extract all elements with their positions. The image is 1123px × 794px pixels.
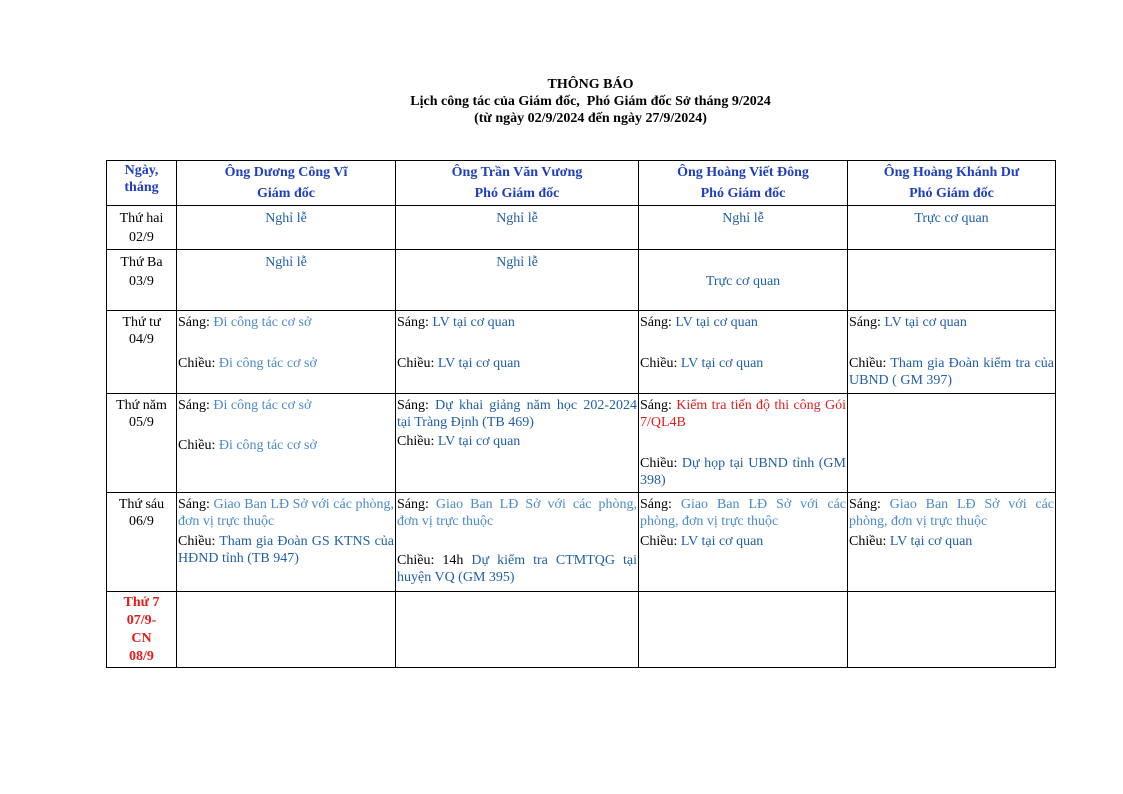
table-row [107, 592, 1056, 668]
afternoon-label: Chiều: [397, 553, 435, 568]
schedule-cell [848, 394, 1056, 493]
afternoon-task: LV tại cơ quan [889, 534, 973, 549]
morning-task: Đi công tác cơ sở [213, 398, 312, 413]
schedule-cell [396, 592, 639, 668]
afternoon-task: Đi công tác cơ sở [218, 356, 317, 371]
day-cell [107, 592, 177, 668]
morning-label: Sáng: [849, 497, 881, 512]
table-row [107, 493, 1056, 592]
schedule-cell [396, 394, 639, 493]
day-name: Thứ năm [116, 398, 167, 413]
afternoon-label: Chiều: [849, 534, 887, 549]
day-name: Thứ Ba [120, 255, 163, 270]
schedule-cell: Trực cơ quan [639, 250, 848, 311]
afternoon-label: Chiều: [178, 438, 216, 453]
day-cell [107, 493, 177, 592]
day-cell [107, 311, 177, 394]
day-cell [107, 394, 177, 493]
person-title: Giám đốc [257, 186, 315, 201]
afternoon-label: Chiều: [640, 456, 678, 471]
document-header [0, 76, 1123, 127]
day-cell [107, 206, 177, 250]
morning-task: Giao Ban LĐ Sở với các phòng, đơn vị trực thuộc [397, 497, 637, 529]
col-header-p2 [396, 161, 639, 206]
schedule-cell [177, 493, 396, 592]
schedule-cell: Nghỉ lễ [639, 206, 848, 250]
schedule-cell: Nghỉ lễ [396, 206, 639, 250]
day-date: 03/9 [129, 274, 154, 289]
schedule-cell [177, 394, 396, 493]
day-cell [107, 250, 177, 311]
person-name: Ông Hoàng Viết Đông [677, 165, 809, 180]
schedule-cell [177, 592, 396, 668]
morning-task: LV tại cơ quan [675, 315, 758, 330]
col-header-p1 [177, 161, 396, 206]
table-row [107, 394, 1056, 493]
date-range: (từ ngày 02/9/2024 đến ngày 27/9/2024) [474, 111, 707, 126]
col-header-p4 [848, 161, 1056, 206]
morning-label: Sáng: [849, 315, 881, 330]
afternoon-task: Dự kiểm tra CTMTQG tại huyện VQ (GM 395) [397, 553, 637, 585]
day-date: 02/9 [129, 230, 154, 245]
afternoon-task: Dự họp tại UBND tỉnh (GM 398) [640, 456, 846, 488]
morning-label: Sáng: [640, 315, 672, 330]
day-date: 06/9 [129, 514, 154, 529]
schedule-cell: Nghỉ lễ [177, 206, 396, 250]
afternoon-label: Chiều: [849, 356, 887, 371]
table-header-row [107, 161, 1056, 206]
schedule-cell [639, 311, 848, 394]
day-date: 04/9 [129, 332, 154, 347]
morning-label: Sáng: [178, 497, 210, 512]
person-name: Ông Hoàng Khánh Dư [883, 165, 1020, 180]
schedule-cell: Nghỉ lễ [396, 250, 639, 311]
document-subtitle: Lịch công tác của Giám đốc, Phó Giám đốc Sở tháng 9/2024 [410, 94, 771, 109]
schedule-cell [396, 311, 639, 394]
person-name: Ông Trần Văn Vương [451, 165, 583, 180]
morning-task: Giao Ban LĐ Sở với các phòng, đơn vị trực thuộc [640, 497, 847, 529]
afternoon-task: LV tại cơ quan [437, 434, 521, 449]
afternoon-label: Chiều: [640, 356, 678, 371]
schedule-cell: Nghỉ lễ [177, 250, 396, 311]
day-date: 05/9 [129, 415, 154, 430]
morning-task: Dự khai giảng năm học 202-2024 tại Tràng Định (TB 469) [397, 398, 637, 430]
morning-label: Sáng: [178, 315, 210, 330]
afternoon-task: Tham gia Đoàn kiểm tra của UBND ( GM 397) [849, 356, 1054, 388]
afternoon-task: Tham gia Đoàn GS KTNS của HĐND tỉnh (TB 947) [178, 534, 394, 566]
morning-label: Sáng: [397, 315, 429, 330]
morning-label: Sáng: [397, 497, 429, 512]
day-name: CN [131, 631, 152, 646]
afternoon-task: Đi công tác cơ sở [218, 438, 317, 453]
afternoon-label: Chiều: [178, 356, 216, 371]
day-name: Thứ sáu [118, 497, 165, 512]
afternoon-label: Chiều: [397, 356, 435, 371]
schedule-table [106, 160, 1056, 668]
person-name: Ông Dương Công Vĩ [224, 165, 348, 180]
schedule-cell [177, 311, 396, 394]
schedule-cell: Trực cơ quan [848, 206, 1056, 250]
afternoon-label: Chiều: [178, 534, 216, 549]
person-title: Phó Giám đốc [474, 186, 560, 201]
day-date: 07/9- [126, 613, 157, 628]
schedule-cell [848, 592, 1056, 668]
morning-label: Sáng: [397, 398, 429, 413]
schedule-cell [848, 311, 1056, 394]
schedule-cell [396, 493, 639, 592]
table-row [107, 250, 1056, 311]
day-name: Thứ hai [119, 211, 164, 226]
morning-task: Kiểm tra tiến độ thi công Gói 7/QL4B [640, 398, 847, 430]
morning-task: Đi công tác cơ sở [213, 315, 312, 330]
afternoon-label: Chiều: [640, 534, 678, 549]
morning-label: Sáng: [640, 497, 672, 512]
afternoon-label: Chiều: [397, 434, 435, 449]
afternoon-task: LV tại cơ quan [680, 356, 764, 371]
afternoon-task: LV tại cơ quan [680, 534, 764, 549]
person-title: Phó Giám đốc [700, 186, 786, 201]
afternoon-task: LV tại cơ quan [437, 356, 521, 371]
morning-task: LV tại cơ quan [432, 315, 515, 330]
schedule-cell [639, 493, 848, 592]
morning-task: LV tại cơ quan [884, 315, 967, 330]
schedule-cell [639, 394, 848, 493]
schedule-cell [848, 493, 1056, 592]
col-header-p3 [639, 161, 848, 206]
morning-label: Sáng: [178, 398, 210, 413]
table-row [107, 311, 1056, 394]
day-date: 08/9 [129, 649, 154, 664]
table-row [107, 206, 1056, 250]
afternoon-time: 14h [442, 553, 464, 568]
schedule-cell [639, 592, 848, 668]
day-name: Thứ tư [122, 315, 161, 330]
morning-task: Giao Ban LĐ Sở với các phòng, đơn vị trực thuộc [849, 497, 1054, 529]
schedule-cell [848, 250, 1056, 311]
document-title: THÔNG BÁO [547, 77, 634, 92]
person-title: Phó Giám đốc [909, 186, 994, 201]
day-name: Thứ 7 [123, 595, 160, 610]
morning-task: Giao Ban LĐ Sở với các phòng, đơn vị trực thuộc [178, 497, 394, 529]
col-header-day: Ngày, tháng [107, 161, 177, 206]
morning-label: Sáng: [640, 398, 672, 413]
